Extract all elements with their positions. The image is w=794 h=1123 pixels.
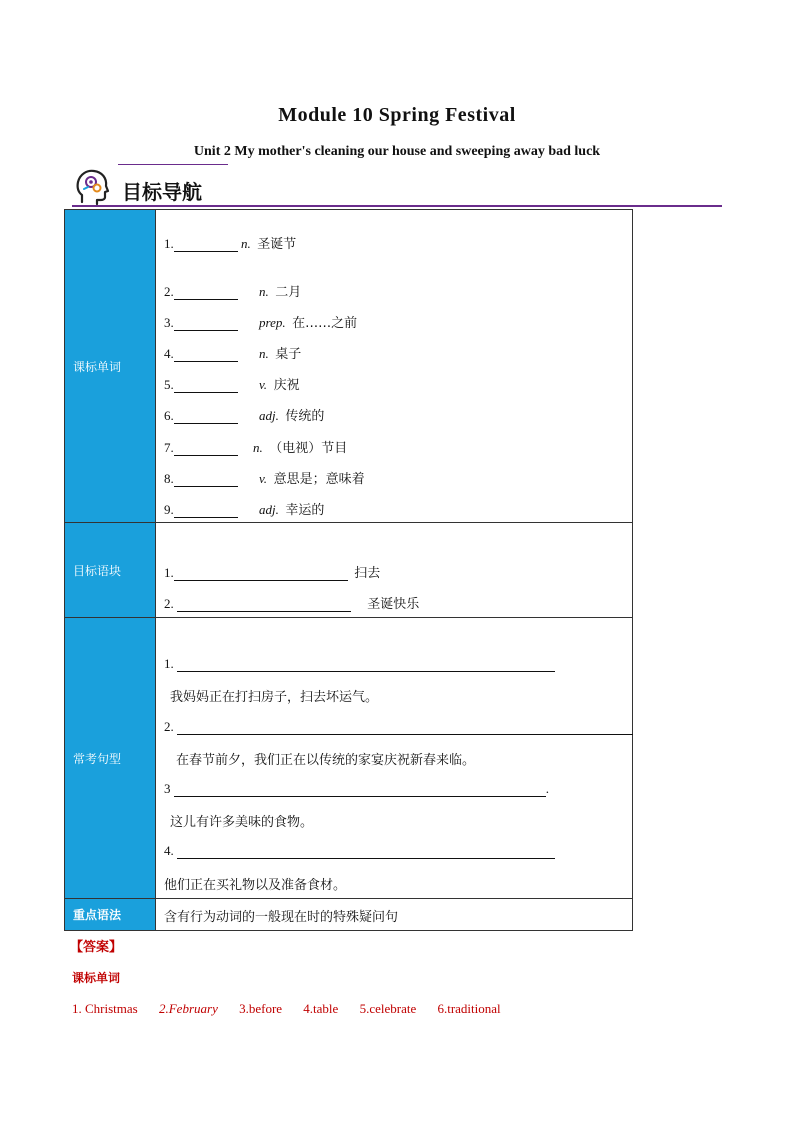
vocab-row: 8. v. 意思是；意味着: [164, 471, 365, 487]
study-table: [64, 209, 633, 931]
answer-item: 4.table: [303, 1001, 339, 1016]
sentence-translation: 我妈妈正在打扫房子，扫去坏运气。: [170, 690, 379, 705]
answer-item: 2.February: [158, 1001, 218, 1016]
sentence-translation: 这儿有许多美味的食物。: [170, 815, 314, 830]
page-subtitle: Unit 2 My mother's cleaning our house and sweeping away bad luck: [193, 144, 601, 159]
vocab-row: 2. n. 二月: [164, 284, 302, 300]
vocab-row: 3. prep. 在……之前: [164, 315, 358, 331]
vocab-row: 7. n. （电视）节目: [164, 440, 348, 456]
sentence-row: 3 .: [164, 781, 549, 796]
head-gears-icon: [74, 168, 112, 206]
vocab-label: 课标单词: [65, 210, 156, 523]
vocab-cell: [156, 210, 633, 523]
vocab-row: 5. v. 庆祝: [164, 377, 300, 393]
vocab-row: 6. adj. 传统的: [164, 408, 325, 424]
sentence-cell: [156, 618, 633, 899]
sentence-row: 2.: [164, 719, 633, 735]
phrase-row: 1. 扫去: [164, 565, 381, 581]
section-title: 目标导航: [122, 180, 202, 204]
grammar-text: 含有行为动词的一般现在时的特殊疑问句: [164, 910, 399, 925]
answer-list: [72, 1001, 519, 1017]
sentence-translation: 在春节前夕，我们正在以传统的家宴庆祝新春来临。: [176, 753, 476, 768]
answer-item: 5.celebrate: [359, 1001, 417, 1016]
answer-item: 6.traditional: [437, 1001, 501, 1016]
vocab-row: 4. n. 桌子: [164, 346, 302, 362]
divider: [118, 164, 228, 165]
phrase-label: 目标语块: [65, 523, 156, 618]
answer-title: 【答案】: [70, 940, 123, 955]
vocab-row: 9. adj. 幸运的: [164, 502, 325, 518]
answer-subtitle: 课标单词: [72, 971, 121, 985]
phrase-row: 2. 圣诞快乐: [164, 596, 420, 612]
sentence-translation: 他们正在买礼物以及准备食材。: [164, 878, 347, 893]
sentence-label: 常考句型: [65, 618, 156, 899]
divider: [72, 205, 722, 207]
section-header: [72, 166, 722, 210]
vocab-row: 1. n. 圣诞节: [164, 236, 297, 252]
sentence-row: 1.: [164, 656, 555, 672]
phrase-cell: [156, 523, 633, 618]
answer-item: 1. Christmas: [72, 1001, 138, 1016]
sentence-row: 4.: [164, 843, 555, 859]
grammar-cell: [156, 899, 633, 931]
page-title: Module 10 Spring Festival: [278, 104, 516, 126]
grammar-label: 重点语法: [65, 899, 156, 931]
answer-item: 3.before: [239, 1001, 283, 1016]
